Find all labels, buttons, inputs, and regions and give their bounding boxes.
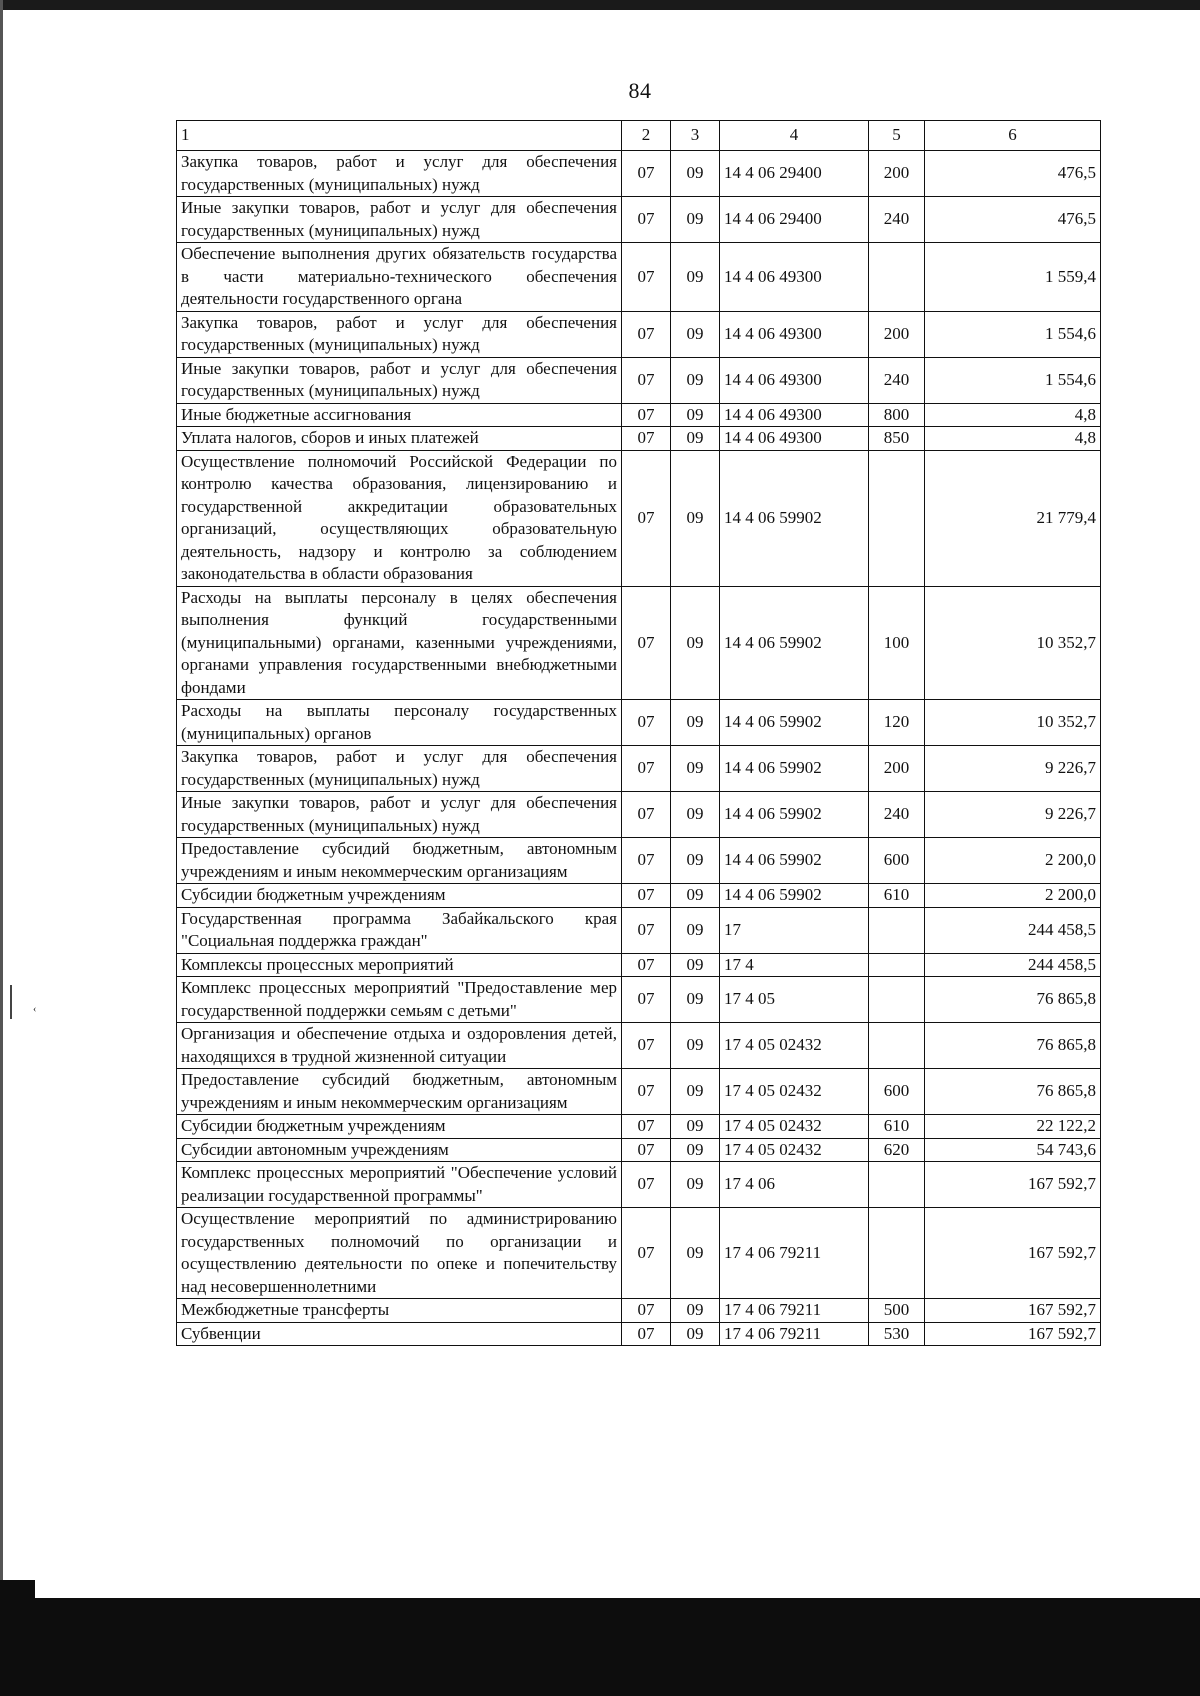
cell-expense-type <box>869 1208 925 1299</box>
cell-section: 07 <box>622 700 671 746</box>
cell-amount: 76 865,8 <box>925 1069 1101 1115</box>
cell-amount: 2 200,0 <box>925 884 1101 908</box>
cell-expense-type: 600 <box>869 1069 925 1115</box>
cell-subsection: 09 <box>671 1322 720 1346</box>
cell-expense-type: 530 <box>869 1322 925 1346</box>
cell-target-article: 17 4 05 02432 <box>720 1138 869 1162</box>
cell-expense-type <box>869 450 925 586</box>
table-row <box>177 197 1101 243</box>
cell-name: Комплекс процессных мероприятий "Предоставление мер государственной поддержки семьям с детьми" <box>177 977 622 1023</box>
cell-name: Расходы на выплаты персоналу в целях обеспечения выполнения функций государственными (муниципальными) органами, казенными учреждениями, органами управления государственными внебюджетными фондами <box>177 586 622 700</box>
cell-name: Предоставление субсидий бюджетным, автономным учреждениям и иным некоммерческим организациям <box>177 838 622 884</box>
budget-table <box>176 120 1101 1346</box>
cell-name: Осуществление мероприятий по администрированию государственных полномочий по организации и осуществлению деятельности по опеке и попечительству над несовершеннолетними <box>177 1208 622 1299</box>
cell-section: 07 <box>622 1138 671 1162</box>
cell-subsection: 09 <box>671 977 720 1023</box>
cell-amount: 21 779,4 <box>925 450 1101 586</box>
cell-subsection: 09 <box>671 450 720 586</box>
cell-amount: 476,5 <box>925 197 1101 243</box>
table-row <box>177 1162 1101 1208</box>
scan-left-edge <box>0 0 3 1600</box>
cell-name: Иные закупки товаров, работ и услуг для обеспечения государственных (муниципальных) нужд <box>177 792 622 838</box>
table-row <box>177 1069 1101 1115</box>
cell-amount: 167 592,7 <box>925 1208 1101 1299</box>
table-row <box>177 1115 1101 1139</box>
cell-name: Предоставление субсидий бюджетным, автономным учреждениям и иным некоммерческим организациям <box>177 1069 622 1115</box>
table-row <box>177 1138 1101 1162</box>
cell-section: 07 <box>622 1208 671 1299</box>
scan-top-edge <box>0 0 1200 10</box>
cell-target-article: 14 4 06 29400 <box>720 197 869 243</box>
cell-subsection: 09 <box>671 197 720 243</box>
cell-subsection: 09 <box>671 884 720 908</box>
cell-name: Субсидии бюджетным учреждениям <box>177 884 622 908</box>
cell-target-article: 17 4 05 <box>720 977 869 1023</box>
header-col-2: 2 <box>622 121 671 151</box>
cell-amount: 9 226,7 <box>925 746 1101 792</box>
cell-section: 07 <box>622 427 671 451</box>
cell-subsection: 09 <box>671 357 720 403</box>
cell-name: Межбюджетные трансферты <box>177 1299 622 1323</box>
cell-amount: 76 865,8 <box>925 977 1101 1023</box>
cell-section: 07 <box>622 586 671 700</box>
table-row <box>177 746 1101 792</box>
cell-section: 07 <box>622 311 671 357</box>
table-row <box>177 1322 1101 1346</box>
cell-section: 07 <box>622 792 671 838</box>
cell-subsection: 09 <box>671 1162 720 1208</box>
cell-expense-type <box>869 977 925 1023</box>
header-col-4: 4 <box>720 121 869 151</box>
cell-target-article: 14 4 06 59902 <box>720 792 869 838</box>
cell-expense-type: 240 <box>869 197 925 243</box>
cell-amount: 10 352,7 <box>925 586 1101 700</box>
cell-target-article: 14 4 06 49300 <box>720 357 869 403</box>
cell-target-article: 17 4 06 79211 <box>720 1208 869 1299</box>
table-row <box>177 586 1101 700</box>
cell-subsection: 09 <box>671 586 720 700</box>
cell-expense-type <box>869 907 925 953</box>
cell-amount: 9 226,7 <box>925 792 1101 838</box>
cell-section: 07 <box>622 450 671 586</box>
cell-section: 07 <box>622 1115 671 1139</box>
cell-target-article: 14 4 06 59902 <box>720 884 869 908</box>
cell-target-article: 17 4 06 <box>720 1162 869 1208</box>
page-number: 84 <box>628 78 652 103</box>
cell-amount: 244 458,5 <box>925 907 1101 953</box>
cell-target-article: 17 4 <box>720 953 869 977</box>
cell-expense-type <box>869 243 925 312</box>
cell-name: Иные закупки товаров, работ и услуг для обеспечения государственных (муниципальных) нужд <box>177 357 622 403</box>
cell-subsection: 09 <box>671 403 720 427</box>
cell-name: Комплексы процессных мероприятий <box>177 953 622 977</box>
cell-section: 07 <box>622 907 671 953</box>
cell-target-article: 14 4 06 49300 <box>720 403 869 427</box>
cell-target-article: 14 4 06 59902 <box>720 700 869 746</box>
scan-bottom-cap <box>0 1580 35 1600</box>
cell-expense-type <box>869 953 925 977</box>
cell-expense-type: 200 <box>869 151 925 197</box>
scan-bottom-edge <box>0 1598 1200 1696</box>
cell-subsection: 09 <box>671 907 720 953</box>
cell-name: Организация и обеспечение отдыха и оздоровления детей, находящихся в трудной жизненной ситуации <box>177 1023 622 1069</box>
cell-expense-type: 800 <box>869 403 925 427</box>
cell-subsection: 09 <box>671 311 720 357</box>
cell-section: 07 <box>622 1069 671 1115</box>
cell-expense-type: 120 <box>869 700 925 746</box>
cell-target-article: 14 4 06 59902 <box>720 746 869 792</box>
cell-expense-type <box>869 1162 925 1208</box>
cell-subsection: 09 <box>671 151 720 197</box>
cell-amount: 1 554,6 <box>925 357 1101 403</box>
cell-name: Иные закупки товаров, работ и услуг для обеспечения государственных (муниципальных) нужд <box>177 197 622 243</box>
cell-expense-type: 620 <box>869 1138 925 1162</box>
cell-amount: 22 122,2 <box>925 1115 1101 1139</box>
cell-target-article: 17 4 05 02432 <box>720 1069 869 1115</box>
cell-section: 07 <box>622 838 671 884</box>
cell-amount: 4,8 <box>925 427 1101 451</box>
cell-subsection: 09 <box>671 953 720 977</box>
cell-name: Обеспечение выполнения других обязательств государства в части материально-технического обеспечения деятельности государственного органа <box>177 243 622 312</box>
cell-subsection: 09 <box>671 838 720 884</box>
cell-expense-type: 200 <box>869 311 925 357</box>
table-row <box>177 907 1101 953</box>
cell-target-article: 17 4 05 02432 <box>720 1115 869 1139</box>
table-body <box>177 151 1101 1346</box>
cell-subsection: 09 <box>671 1299 720 1323</box>
cell-target-article: 17 4 05 02432 <box>720 1023 869 1069</box>
table-row <box>177 1023 1101 1069</box>
table-row <box>177 450 1101 586</box>
table-row <box>177 884 1101 908</box>
table-row <box>177 357 1101 403</box>
cell-expense-type: 610 <box>869 884 925 908</box>
cell-name: Уплата налогов, сборов и иных платежей <box>177 427 622 451</box>
cell-subsection: 09 <box>671 1138 720 1162</box>
table-row <box>177 977 1101 1023</box>
cell-amount: 4,8 <box>925 403 1101 427</box>
cell-target-article: 14 4 06 29400 <box>720 151 869 197</box>
cell-section: 07 <box>622 977 671 1023</box>
header-col-3: 3 <box>671 121 720 151</box>
cell-section: 07 <box>622 1023 671 1069</box>
cell-subsection: 09 <box>671 700 720 746</box>
cell-section: 07 <box>622 746 671 792</box>
cell-name: Осуществление полномочий Российской Федерации по контролю качества образования, лицензированию и государственной аккредитации образовательных организаций, осуществляющих образовательную деятельность, надзору и контролю за соблюдением законодательства в области образования <box>177 450 622 586</box>
table-row <box>177 427 1101 451</box>
cell-section: 07 <box>622 403 671 427</box>
table-row <box>177 953 1101 977</box>
cell-amount: 167 592,7 <box>925 1299 1101 1323</box>
cell-target-article: 14 4 06 59902 <box>720 586 869 700</box>
cell-name: Закупка товаров, работ и услуг для обеспечения государственных (муниципальных) нужд <box>177 151 622 197</box>
cell-section: 07 <box>622 1162 671 1208</box>
cell-subsection: 09 <box>671 427 720 451</box>
header-col-6: 6 <box>925 121 1101 151</box>
cell-subsection: 09 <box>671 1208 720 1299</box>
cell-expense-type: 500 <box>869 1299 925 1323</box>
cell-name: Иные бюджетные ассигнования <box>177 403 622 427</box>
cell-section: 07 <box>622 151 671 197</box>
cell-expense-type: 600 <box>869 838 925 884</box>
cell-amount: 10 352,7 <box>925 700 1101 746</box>
table-row <box>177 1208 1101 1299</box>
cell-section: 07 <box>622 197 671 243</box>
cell-section: 07 <box>622 1299 671 1323</box>
table-row <box>177 243 1101 312</box>
cell-name: Комплекс процессных мероприятий "Обеспечение условий реализации государственной программы" <box>177 1162 622 1208</box>
cell-subsection: 09 <box>671 243 720 312</box>
cell-target-article: 14 4 06 49300 <box>720 427 869 451</box>
cell-section: 07 <box>622 357 671 403</box>
table-header-row <box>177 121 1101 151</box>
table-row <box>177 700 1101 746</box>
table-row <box>177 792 1101 838</box>
cell-amount: 1 559,4 <box>925 243 1101 312</box>
cell-subsection: 09 <box>671 746 720 792</box>
cell-subsection: 09 <box>671 1069 720 1115</box>
cell-amount: 1 554,6 <box>925 311 1101 357</box>
cell-amount: 476,5 <box>925 151 1101 197</box>
cell-target-article: 14 4 06 59902 <box>720 838 869 884</box>
cell-section: 07 <box>622 884 671 908</box>
cell-expense-type: 200 <box>869 746 925 792</box>
cell-expense-type <box>869 1023 925 1069</box>
cell-amount: 54 743,6 <box>925 1138 1101 1162</box>
cell-name: Субсидии бюджетным учреждениям <box>177 1115 622 1139</box>
cell-expense-type: 240 <box>869 357 925 403</box>
cell-name: Закупка товаров, работ и услуг для обеспечения государственных (муниципальных) нужд <box>177 311 622 357</box>
cell-name: Закупка товаров, работ и услуг для обеспечения государственных (муниципальных) нужд <box>177 746 622 792</box>
margin-dot: ‹ <box>33 1004 37 1015</box>
cell-subsection: 09 <box>671 792 720 838</box>
cell-section: 07 <box>622 243 671 312</box>
cell-amount: 244 458,5 <box>925 953 1101 977</box>
cell-section: 07 <box>622 953 671 977</box>
cell-target-article: 14 4 06 49300 <box>720 243 869 312</box>
cell-name: Государственная программа Забайкальского края "Социальная поддержка граждан" <box>177 907 622 953</box>
cell-amount: 167 592,7 <box>925 1162 1101 1208</box>
cell-amount: 2 200,0 <box>925 838 1101 884</box>
cell-target-article: 14 4 06 59902 <box>720 450 869 586</box>
cell-expense-type: 610 <box>869 1115 925 1139</box>
cell-expense-type: 850 <box>869 427 925 451</box>
cell-name: Субвенции <box>177 1322 622 1346</box>
cell-expense-type: 100 <box>869 586 925 700</box>
cell-name: Субсидии автономным учреждениям <box>177 1138 622 1162</box>
cell-amount: 76 865,8 <box>925 1023 1101 1069</box>
header-col-5: 5 <box>869 121 925 151</box>
cell-name: Расходы на выплаты персоналу государственных (муниципальных) органов <box>177 700 622 746</box>
table-row <box>177 151 1101 197</box>
cell-subsection: 09 <box>671 1023 720 1069</box>
cell-target-article: 17 4 06 79211 <box>720 1299 869 1323</box>
cell-target-article: 17 <box>720 907 869 953</box>
cell-expense-type: 240 <box>869 792 925 838</box>
cell-target-article: 17 4 06 79211 <box>720 1322 869 1346</box>
cell-target-article: 14 4 06 49300 <box>720 311 869 357</box>
cell-subsection: 09 <box>671 1115 720 1139</box>
header-col-1: 1 <box>177 121 622 151</box>
cell-section: 07 <box>622 1322 671 1346</box>
table-row <box>177 1299 1101 1323</box>
table-row <box>177 311 1101 357</box>
margin-mark <box>10 985 12 1019</box>
table-row <box>177 403 1101 427</box>
table-row <box>177 838 1101 884</box>
cell-amount: 167 592,7 <box>925 1322 1101 1346</box>
